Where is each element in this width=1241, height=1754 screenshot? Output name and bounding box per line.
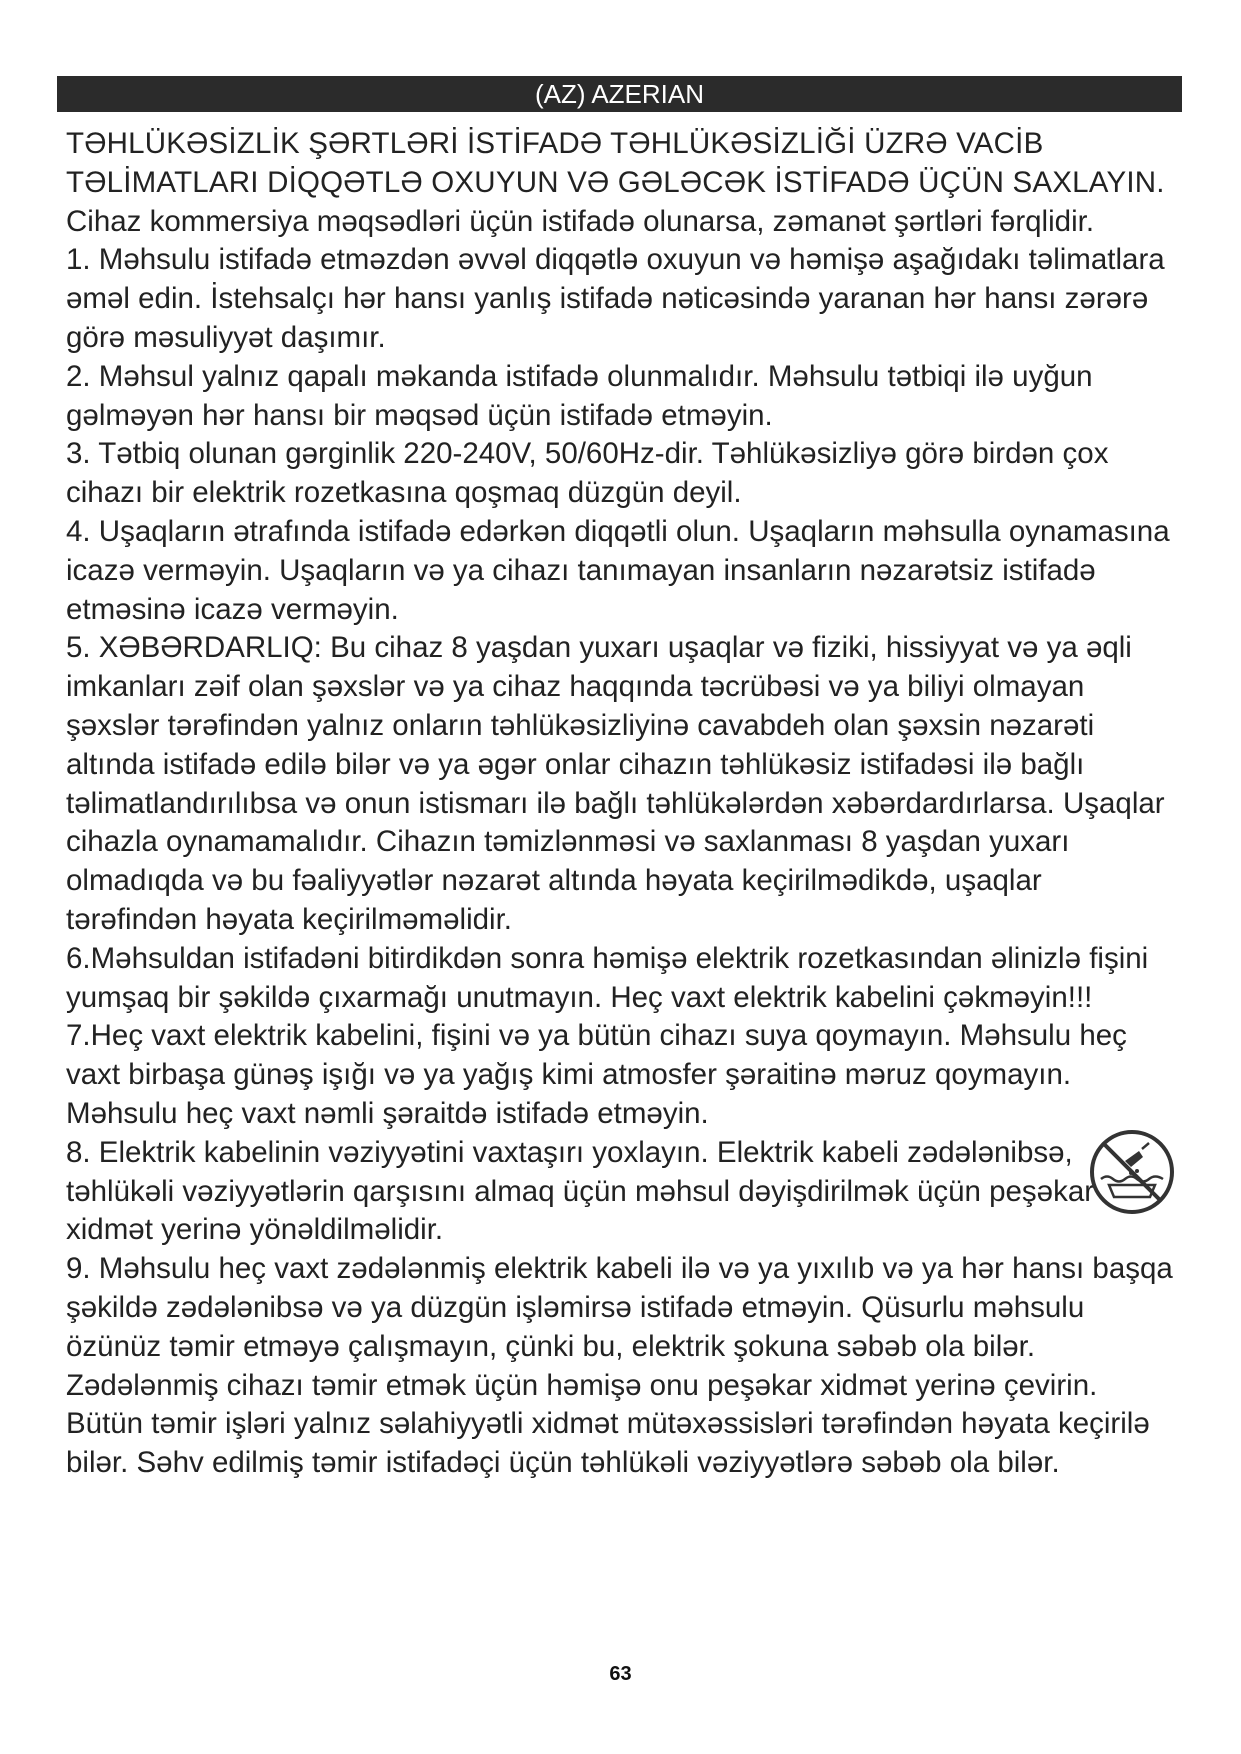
instruction-item-3: 3. Tətbiq olunan gərginlik 220-240V, 50/60Hz-dir. Təhlükəsizliyə görə birdən çox cihazı bir elektrik rozetkasına qoşmaq düzgün deyil. [66,437,1109,510]
instruction-item-5: 5. XƏBƏRDARLIQ: Bu cihaz 8 yaşdan yuxarı uşaqlar və fiziki, hissiyyat və ya əqli imkanları zəif olan şəxslər və ya cihaz haqqında təcrübəsi və ya biliyi olmayan şəxslər tərəfindən yalnız onların təhlükəsizliyinə cavabdeh olan şəxsin nəzarəti altında istifadə edilə bilər və ya əgər onlar cihazın təhlükəsiz istifadəsi ilə bağlı təlimatlandırılıbsa və onun istismarı ilə bağlı təhlükələrdən xəbərdardırlarsa. Uşaqlar cihazla oynamamalıdır. Cihazın təmizlənməsi və saxlanması 8 yaşdan yuxarı olmadıqda və bu fəaliyyətlər nəzarət altında həyata keçirilmədikdə, uşaqlar tərəfindən həyata keçirilməməlidir. [66,631,1165,936]
instruction-item-7: 7.Heç vaxt elektrik kabelini, fişini və ya bütün cihazı suya qoymayın. Məhsulu heç vaxt birbaşa günəş işığı və ya yağış kimi atmosfer şəraitinə məruz qoymayın. Məhsulu heç vaxt nəmli şəraitdə istifadə etməyin. [66,1019,1127,1130]
page-number: 63 [609,1663,632,1685]
safety-instructions [66,125,1176,1483]
no-water-immersion-icon [1087,1127,1177,1217]
safety-title: TƏHLÜKƏSİZLİK ŞƏRTLƏRİ İSTİFADƏ TƏHLÜKƏSİZLİĞİ ÜZRƏ VACİB TƏLİMATLARI DİQQƏTLƏ OXUYUN VƏ GƏLƏCƏK İSTİFADƏ ÜÇÜN SAXLAYIN. [66,127,1165,199]
instruction-item-1: 1. Məhsulu istifadə etməzdən əvvəl diqqətlə oxuyun və həmişə aşağıdakı təlimatlara əməl edin. İstehsalçı hər hansı yanlış istifadə nəticəsində yaranan hər hansı zərərə görə məsuliyyət daşımır. [66,243,1165,354]
instruction-item-9: 9. Məhsulu heç vaxt zədələnmiş elektrik kabeli ilə və ya yıxılıb və ya hər hansı başqa şəkildə zədələnibsə və ya düzgün işləmirsə istifadə etməyin. Qüsurlu məhsulu özünüz təmir etməyə çalışmayın, çünki bu, elektrik şokuna səbəb ola bilər. Zədələnmiş cihazı təmir etmək üçün həmişə onu peşəkar xidmət yerinə çevirin. Bütün təmir işləri yalnız səlahiyyətli xidmət mütəxəssisləri tərəfindən həyata keçirilə bilər. Səhv edilmiş təmir istifadəçi üçün təhlükəli vəziyyətlərə səbəb ola bilər. [66,1252,1173,1480]
instruction-item-6: 6.Məhsuldan istifadəni bitirdikdən sonra həmişə elektrik rozetkasından əlinizlə fişini yumşaq bir şəkildə çıxarmağı unutmayın. Heç vaxt elektrik kabelini çəkməyin!!! [66,941,1149,1014]
instruction-item-2: 2. Məhsul yalnız qapalı məkanda istifadə olunmalıdır. Məhsulu tətbiqi ilə uyğun gəlməyən hər hansı bir məqsəd üçün istifadə etməyin. [66,359,1093,432]
instruction-item-8: 8. Elektrik kabelinin vəziyyətini vaxtaşırı yoxlayın. Elektrik kabeli zədələnibsə, təhlükəli vəziyyətlərin qarşısını almaq üçün məhsul dəyişdirilmək üçün peşəkar xidmət yerinə yönəldilməlidir. [66,1135,1095,1247]
instruction-item-4: 4. Uşaqların ətrafında istifadə edərkən diqqətli olun. Uşaqların məhsulla oynamasına icazə verməyin. Uşaqların və ya cihazı tanımayan insanların nəzarətsiz istifadə etməsinə icazə verməyin. [66,514,1170,626]
language-label: (AZ) AZERIAN [534,79,704,109]
language-header-bar [57,76,1182,112]
intro-paragraph: Cihaz kommersiya məqsədləri üçün istifadə olunarsa, zəmanət şərtləri fərqlidir. [66,204,1095,238]
